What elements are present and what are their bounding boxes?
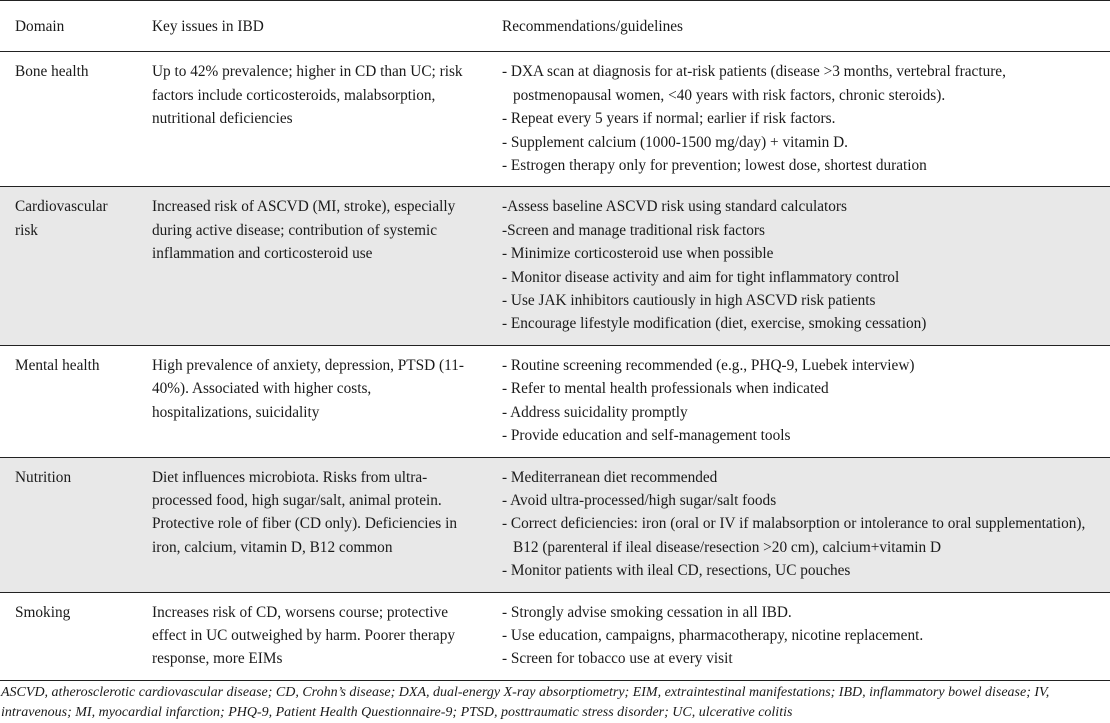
recommendation-item: - Estrogen therapy only for prevention; lowest dose, shortest duration — [502, 157, 927, 175]
recommendation-item: - Correct deficiencies: iron (oral or IV if malabsorption or intolerance to oral supplementation), B12 (parenteral if ileal disease/resection >20 cm), calcium+vitamin D — [502, 515, 1086, 556]
recommendations-cell — [488, 187, 1110, 345]
recommendation-item: - Encourage lifestyle modification (diet, exercise, smoking cessation) — [502, 315, 927, 333]
recommendations-list — [502, 466, 1104, 583]
recommendation-item: - DXA scan at diagnosis for at-risk patients (disease >3 months, vertebral fracture, postmenopausal women, <40 years with risk factors, chronic steroids). — [502, 63, 1006, 104]
table-footnote: ASCVD, atherosclerotic cardiovascular disease; CD, Crohn’s disease; DXA, dual-energy X-ray absorptiometry; EIM, extraintestinal manifestations; IBD, inflammatory bowel disease; IV, intravenous; MI, myocardial infarction; PHQ-9, Patient Health Questionnaire-9; PTSD, posttraumatic stress disorder; UC, ulcerative colitis — [1, 684, 1050, 720]
table-row — [0, 52, 1110, 187]
recommendation-item: -Screen and manage traditional risk factors — [502, 221, 765, 239]
key-issues-cell: Diet influences microbiota. Risks from ultra-processed food, high sugar/salt, animal protein. Protective role of fiber (CD only). Deficiencies in iron, calcium, vitamin D, B12 common — [138, 457, 488, 592]
recommendation-item: - Repeat every 5 years if normal; earlier if risk factors. — [502, 110, 836, 128]
recommendations-cell — [488, 592, 1110, 680]
recommendations-list — [502, 195, 1104, 335]
recommendation-item: - Address suicidality promptly — [502, 403, 688, 421]
domain-cell: Cardiovascular risk — [0, 187, 138, 345]
recommendation-item: - Strongly advise smoking cessation in all IBD. — [502, 603, 792, 621]
table-row — [0, 187, 1110, 345]
key-issues-cell: High prevalence of anxiety, depression, PTSD (11-40%). Associated with higher costs, hospitalizations, suicidality — [138, 345, 488, 457]
recommendation-item: - Screen for tobacco use at every visit — [502, 650, 733, 668]
key-issues-cell: Increases risk of CD, worsens course; protective effect in UC outweighed by harm. Poorer therapy response, more EIMs — [138, 592, 488, 680]
table-header-row — [0, 1, 1110, 52]
recommendations-cell — [488, 345, 1110, 457]
domain-cell: Mental health — [0, 345, 138, 457]
domain-cell: Nutrition — [0, 457, 138, 592]
table-row — [0, 457, 1110, 592]
recommendations-cell — [488, 457, 1110, 592]
recommendation-item: - Refer to mental health professionals when indicated — [502, 380, 829, 398]
recommendations-list — [502, 601, 1104, 671]
recommendation-item: -Assess baseline ASCVD risk using standard calculators — [502, 198, 847, 216]
key-issues-cell: Up to 42% prevalence; higher in CD than UC; risk factors include corticosteroids, malabsorption, nutritional deficiencies — [138, 52, 488, 187]
recommendation-item: - Mediterranean diet recommended — [502, 468, 718, 486]
recommendations-cell — [488, 52, 1110, 187]
recommendation-item: - Minimize corticosteroid use when possible — [502, 245, 774, 263]
recommendations-list — [502, 354, 1104, 448]
recommendation-item: - Provide education and self-management tools — [502, 427, 791, 445]
recommendation-item: - Monitor patients with ileal CD, resections, UC pouches — [502, 562, 851, 580]
recommendations-list — [502, 60, 1104, 177]
column-header-key-issues: Key issues in IBD — [138, 1, 488, 52]
key-issues-cell: Increased risk of ASCVD (MI, stroke), especially during active disease; contribution of systemic inflammation and corticosteroid use — [138, 187, 488, 345]
column-header-domain: Domain — [0, 1, 138, 52]
recommendation-item: - Use JAK inhibitors cautiously in high ASCVD risk patients — [502, 292, 876, 310]
recommendation-item: - Avoid ultra-processed/high sugar/salt foods — [502, 491, 777, 509]
table-row — [0, 345, 1110, 457]
recommendation-item: - Routine screening recommended (e.g., PHQ-9, Luebek interview) — [502, 356, 915, 374]
recommendation-item: - Monitor disease activity and aim for tight inflammatory control — [502, 268, 900, 286]
recommendation-item: - Supplement calcium (1000-1500 mg/day) + vitamin D. — [502, 133, 848, 151]
domain-cell: Smoking — [0, 592, 138, 680]
domain-cell: Bone health — [0, 52, 138, 187]
recommendation-item: - Use education, campaigns, pharmacotherapy, nicotine replacement. — [502, 626, 924, 644]
table-row — [0, 592, 1110, 680]
column-header-recommendations: Recommendations/guidelines — [488, 1, 1110, 52]
